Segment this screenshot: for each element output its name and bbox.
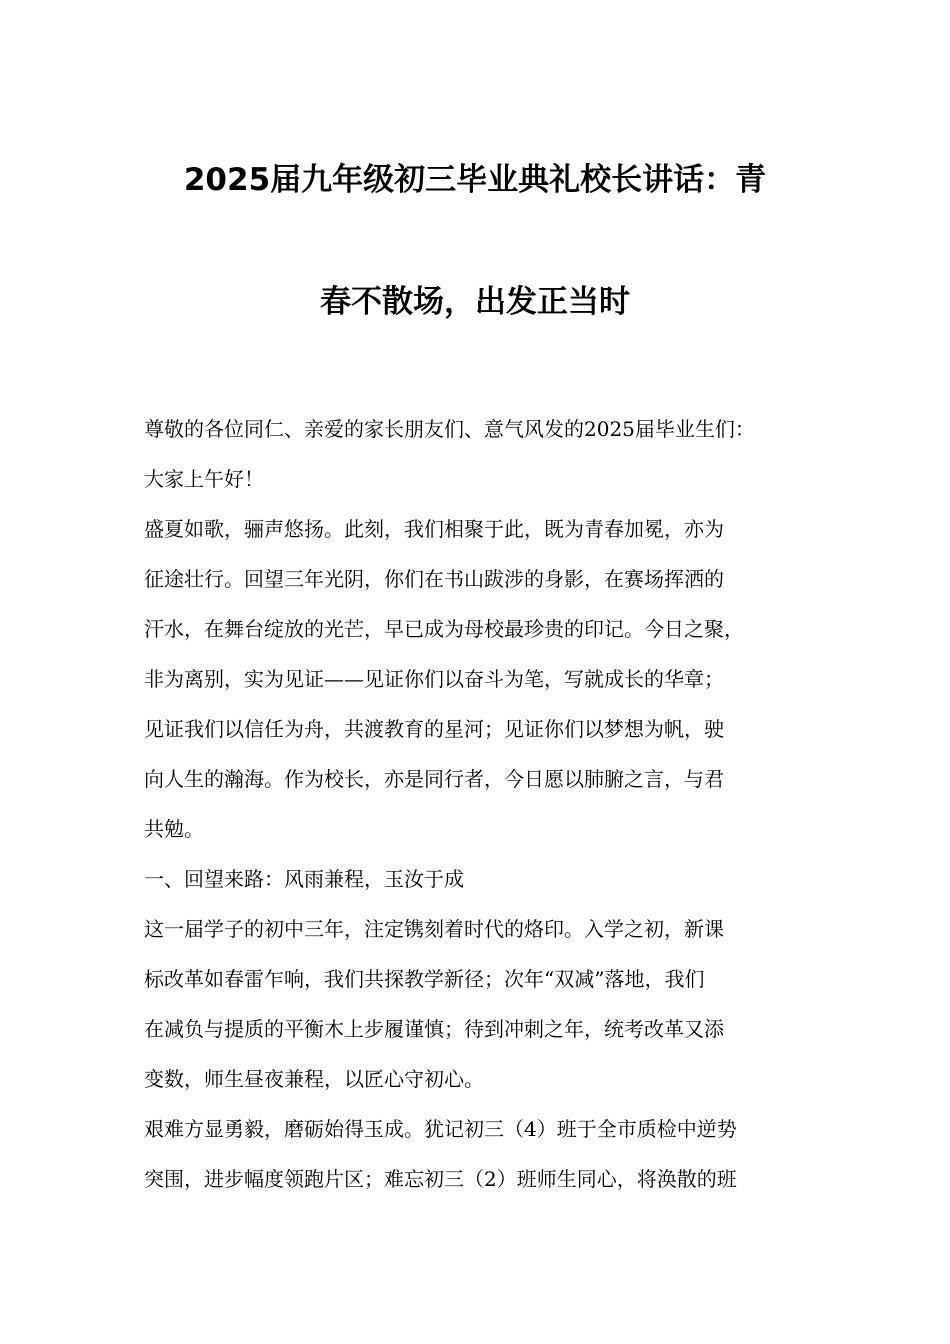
body-line: 汗水，在舞台绽放的光芒，早已成为母校最珍贵的印记。今日之聚，: [144, 617, 744, 641]
body-line: 向人生的瀚海。作为校长，亦是同行者，今日愿以肺腑之言，与君: [144, 767, 724, 791]
body-line: 艰难方显勇毅，磨砺始得玉成。犹记初三（4）班于全市质检中逆势: [144, 1117, 737, 1141]
section-heading: 一、回望来路：风雨兼程，玉汝于成: [144, 867, 464, 891]
document-title-line-2: 春不散场，出发正当时: [320, 284, 630, 320]
body-line: 这一届学子的初中三年，注定镌刻着时代的烙印。入学之初，新课: [144, 917, 724, 941]
body-line: 标改革如春雷乍响，我们共探教学新径；次年“双减”落地，我们: [144, 967, 705, 991]
body-line: 征途壮行。回望三年光阴，你们在书山跋涉的身影，在赛场挥洒的: [144, 567, 724, 591]
document-body: [144, 404, 834, 1204]
body-line: 突围，进步幅度领跑片区；难忘初三（2）班师生同心，将涣散的班: [144, 1167, 737, 1191]
body-line: 见证我们以信任为舟，共渡教育的星河；见证你们以梦想为帆，驶: [144, 717, 724, 741]
body-line-greeting: 尊敬的各位同仁、亲爱的家长朋友们、意气风发的2025届毕业生们：: [144, 417, 755, 441]
body-line: 在减负与提质的平衡木上步履谨慎；待到冲刺之年，统考改革又添: [144, 1017, 724, 1041]
body-line: 非为离别，实为见证——见证你们以奋斗为笔，写就成长的华章；: [144, 667, 724, 691]
body-line: 盛夏如歌，骊声悠扬。此刻，我们相聚于此，既为青春加冕，亦为: [144, 517, 724, 541]
document-title-line-1: 2025届九年级初三毕业典礼校长讲话：青: [183, 162, 767, 198]
body-line: 共勉。: [144, 817, 204, 841]
body-line-salutation: 大家上午好！: [144, 467, 264, 491]
body-line: 变数，师生昼夜兼程，以匠心守初心。: [144, 1067, 484, 1091]
